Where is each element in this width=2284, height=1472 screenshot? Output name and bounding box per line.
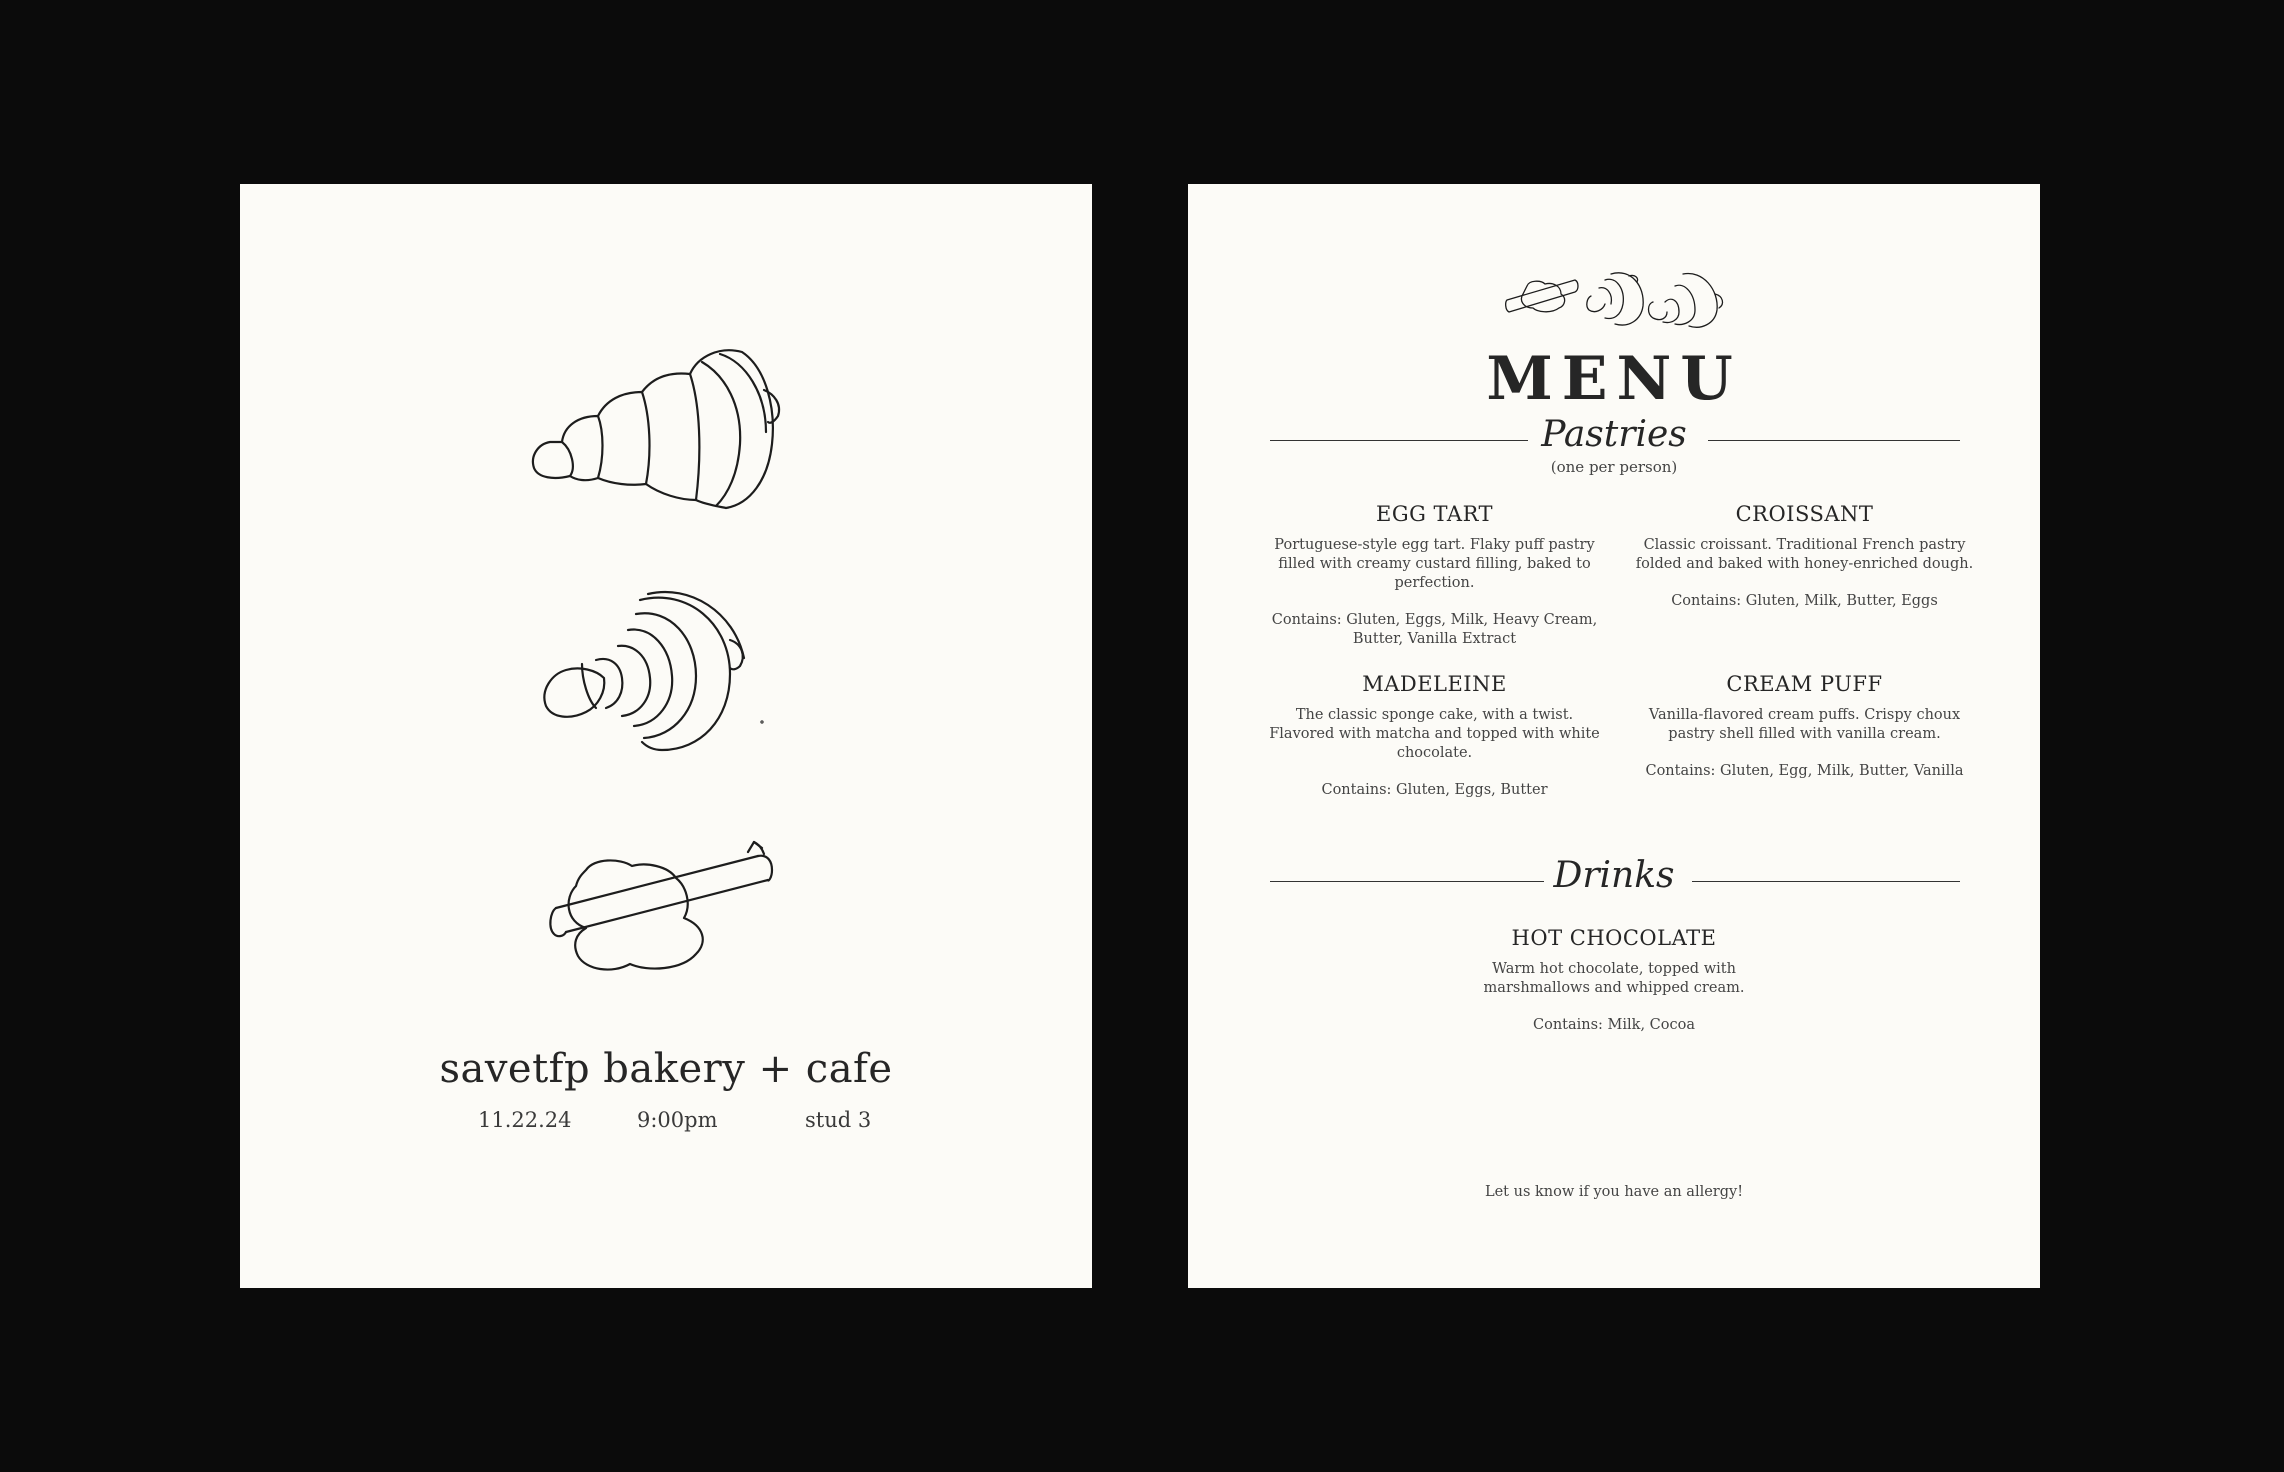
- menu-title: MENU: [1486, 344, 1742, 414]
- item-description: Classic croissant. Traditional French pastry folded and baked with honey-enriched dough.: [1635, 537, 1974, 572]
- menu-item: [1632, 672, 1977, 781]
- item-name: CREAM PUFF: [1726, 672, 1883, 696]
- item-description: Warm hot chocolate, topped with marshmallows and whipped cream.: [1483, 961, 1745, 996]
- menu-page: [1188, 184, 2040, 1288]
- event-date: 11.22.24: [478, 1108, 572, 1132]
- allergy-note: Let us know if you have an allergy!: [1484, 1184, 1744, 1200]
- item-allergens: Contains: Gluten, Eggs, Butter: [1321, 782, 1548, 798]
- pastries-note: (one per person): [1550, 458, 1678, 476]
- event-location: stud 3: [805, 1108, 872, 1132]
- item-allergens: Contains: Gluten, Milk, Butter, Eggs: [1671, 593, 1938, 609]
- event-time: 9:00pm: [637, 1108, 718, 1132]
- item-description: Portuguese-style egg tart. Flaky puff pastry filled with creamy custard filling, baked to perfection.: [1274, 537, 1595, 591]
- item-name: HOT CHOCOLATE: [1511, 926, 1717, 950]
- menu-item: [1262, 502, 1607, 649]
- menu-item: [1428, 926, 1800, 1035]
- rolling-pin-icon: [536, 838, 796, 988]
- pastry-strip-icon: [1503, 262, 1733, 336]
- menu-item: [1632, 502, 1977, 611]
- menu-item: [1262, 672, 1607, 800]
- cover-page: [240, 184, 1092, 1288]
- croissant-icon: [520, 332, 800, 522]
- item-description: The classic sponge cake, with a twist. Flavored with matcha and topped with white chocolate.: [1269, 707, 1600, 761]
- item-allergens: Contains: Milk, Cocoa: [1533, 1017, 1695, 1033]
- item-name: CROISSANT: [1735, 502, 1874, 526]
- section-heading-pastries: Pastries: [1541, 414, 1687, 455]
- item-name: EGG TART: [1375, 502, 1494, 526]
- cover-title: savetfp bakery + cafe: [439, 1046, 893, 1092]
- item-description: Vanilla-flavored cream puffs. Crispy choux pastry shell filled with vanilla cream.: [1648, 707, 1961, 742]
- section-heading-drinks: Drinks: [1553, 855, 1675, 896]
- item-allergens: Contains: Gluten, Eggs, Milk, Heavy Cream, Butter, Vanilla Extract: [1271, 612, 1598, 647]
- item-allergens: Contains: Gluten, Egg, Milk, Butter, Vanilla: [1645, 763, 1964, 779]
- item-name: MADELEINE: [1362, 672, 1507, 696]
- croissant-curl-icon: [530, 574, 790, 764]
